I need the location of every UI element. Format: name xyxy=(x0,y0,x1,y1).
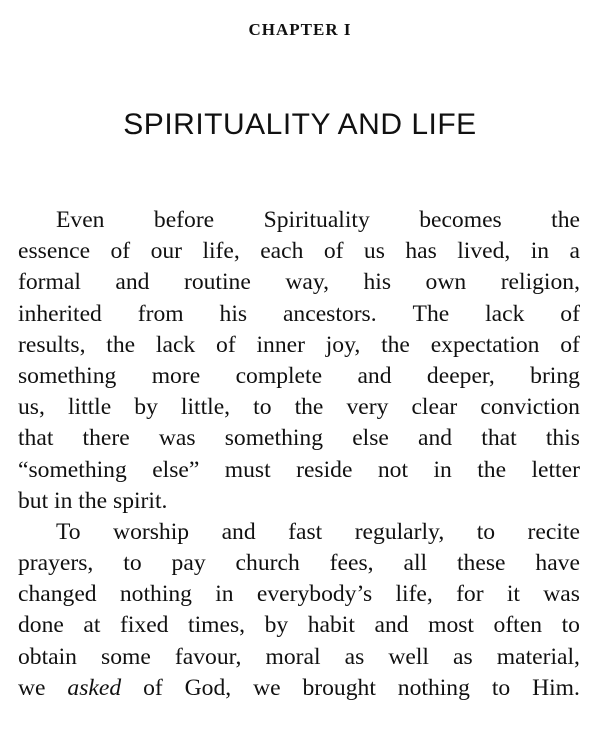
word: times, xyxy=(188,612,246,639)
word: us xyxy=(363,238,385,265)
word: reside xyxy=(296,456,353,483)
word: of xyxy=(323,238,344,265)
word: the xyxy=(477,456,507,483)
word: there xyxy=(82,425,130,452)
text-line xyxy=(18,610,580,641)
word: bring xyxy=(530,362,580,389)
word: fixed xyxy=(120,612,169,639)
word: his xyxy=(363,269,392,296)
word: and xyxy=(221,518,256,545)
word: little, xyxy=(180,394,231,421)
word: we xyxy=(18,674,46,701)
word: very xyxy=(346,394,389,421)
text-line xyxy=(18,299,580,330)
word: God, xyxy=(184,674,232,701)
word: that xyxy=(481,425,517,452)
word: we xyxy=(253,674,281,701)
text-line xyxy=(18,392,580,423)
word: routine xyxy=(183,269,251,296)
text-line xyxy=(18,548,580,579)
word: these xyxy=(457,550,506,577)
word: and xyxy=(418,425,453,452)
word: material, xyxy=(496,643,580,670)
chapter-label: CHAPTER I xyxy=(248,20,352,39)
word: inherited xyxy=(18,300,102,327)
word: this xyxy=(545,425,580,452)
text-line xyxy=(18,330,580,361)
word: moral xyxy=(265,643,321,670)
word: prayers, xyxy=(18,550,94,577)
paragraph-1 xyxy=(18,205,580,517)
word: by xyxy=(264,612,289,639)
word: to xyxy=(491,674,511,701)
paragraph-2 xyxy=(18,517,580,704)
word: changed xyxy=(18,581,97,608)
word: lived, xyxy=(457,238,511,265)
word: the xyxy=(106,331,136,358)
word: the xyxy=(551,207,580,233)
word: religion, xyxy=(500,269,580,296)
text-line xyxy=(18,361,580,392)
word: has xyxy=(405,238,437,265)
word: Spirituality xyxy=(263,207,370,233)
text-line xyxy=(18,236,580,267)
word: own xyxy=(425,269,467,296)
word: not xyxy=(377,456,409,483)
word: us, xyxy=(18,394,45,421)
word: was xyxy=(543,581,580,608)
word: formal xyxy=(18,269,81,296)
word: To xyxy=(56,518,81,545)
text-line xyxy=(18,423,580,454)
word: lack xyxy=(485,300,525,327)
word: to xyxy=(253,394,272,421)
emphasis-word: asked xyxy=(67,674,122,701)
word: in xyxy=(215,581,234,608)
text-line xyxy=(18,642,580,673)
word: it xyxy=(506,581,520,608)
word: fast xyxy=(288,518,323,545)
word: of xyxy=(143,674,163,701)
word: recite xyxy=(527,518,580,545)
chapter-title: SPIRITUALITY AND LIFE xyxy=(123,108,477,141)
word: way, xyxy=(285,269,329,296)
word: life, xyxy=(202,238,240,265)
word: often xyxy=(493,612,543,639)
word: becomes xyxy=(419,207,502,233)
word: essence xyxy=(18,238,91,265)
word: for xyxy=(456,581,484,608)
word: worship xyxy=(113,518,190,545)
word: little xyxy=(67,394,112,421)
word: was xyxy=(158,425,196,452)
word: most xyxy=(428,612,474,639)
word: at xyxy=(83,612,101,639)
word: must xyxy=(224,456,271,483)
text-line xyxy=(18,579,580,610)
word: each xyxy=(260,238,304,265)
word: everybody’s xyxy=(256,581,373,608)
word: of xyxy=(560,300,580,327)
word: and xyxy=(357,362,392,389)
word: in xyxy=(433,456,452,483)
word: to xyxy=(561,612,580,639)
text-line: but in the spirit. xyxy=(18,487,168,514)
word: some xyxy=(101,643,151,670)
text-line-last xyxy=(18,673,580,704)
word: expectation xyxy=(430,331,540,358)
word: as xyxy=(344,643,365,670)
word: deeper, xyxy=(426,362,495,389)
word: favour, xyxy=(174,643,242,670)
word: nothing xyxy=(397,674,470,701)
word: well xyxy=(388,643,429,670)
word: the xyxy=(381,331,410,358)
word: letter xyxy=(531,456,580,483)
word: Even xyxy=(56,207,105,233)
word: and xyxy=(374,612,409,639)
word: before xyxy=(153,207,215,233)
word: results, xyxy=(18,331,86,358)
word: ancestors. xyxy=(282,300,377,327)
word: life, xyxy=(395,581,433,608)
word: clear xyxy=(411,394,458,421)
word: to xyxy=(123,550,142,577)
word: his xyxy=(219,300,248,327)
word: else” xyxy=(152,456,200,483)
word: done xyxy=(18,612,64,639)
word: else xyxy=(352,425,389,452)
word: more xyxy=(151,362,201,389)
word: by xyxy=(134,394,158,421)
word: the xyxy=(294,394,324,421)
word: conviction xyxy=(480,394,580,421)
text-line xyxy=(18,205,580,236)
word: have xyxy=(535,550,580,577)
word: our xyxy=(150,238,183,265)
word: and xyxy=(115,269,150,296)
word: “something xyxy=(18,456,127,483)
word: of xyxy=(560,331,580,358)
word: of xyxy=(216,331,236,358)
word: something xyxy=(224,425,324,452)
word: Him. xyxy=(532,674,580,701)
word: complete xyxy=(235,362,323,389)
word: all xyxy=(403,550,428,577)
word: church xyxy=(235,550,300,577)
word: joy, xyxy=(325,331,361,358)
word: fees, xyxy=(329,550,374,577)
word: habit xyxy=(307,612,355,639)
word: a xyxy=(569,238,580,265)
word: brought xyxy=(302,674,376,701)
word: from xyxy=(137,300,184,327)
word: in xyxy=(530,238,550,265)
word: pay xyxy=(171,550,206,577)
text-line xyxy=(18,455,580,486)
word: to xyxy=(476,518,496,545)
word: obtain xyxy=(18,643,77,670)
word: lack xyxy=(155,331,196,358)
word: The xyxy=(412,300,450,327)
word: inner xyxy=(256,331,305,358)
word: as xyxy=(453,643,473,670)
word: that xyxy=(18,425,54,452)
text-line xyxy=(18,517,580,548)
text-line xyxy=(18,267,580,298)
word: of xyxy=(110,238,131,265)
word: nothing xyxy=(119,581,192,608)
body-text xyxy=(18,205,580,704)
word: regularly, xyxy=(354,518,445,545)
word: something xyxy=(18,362,117,389)
